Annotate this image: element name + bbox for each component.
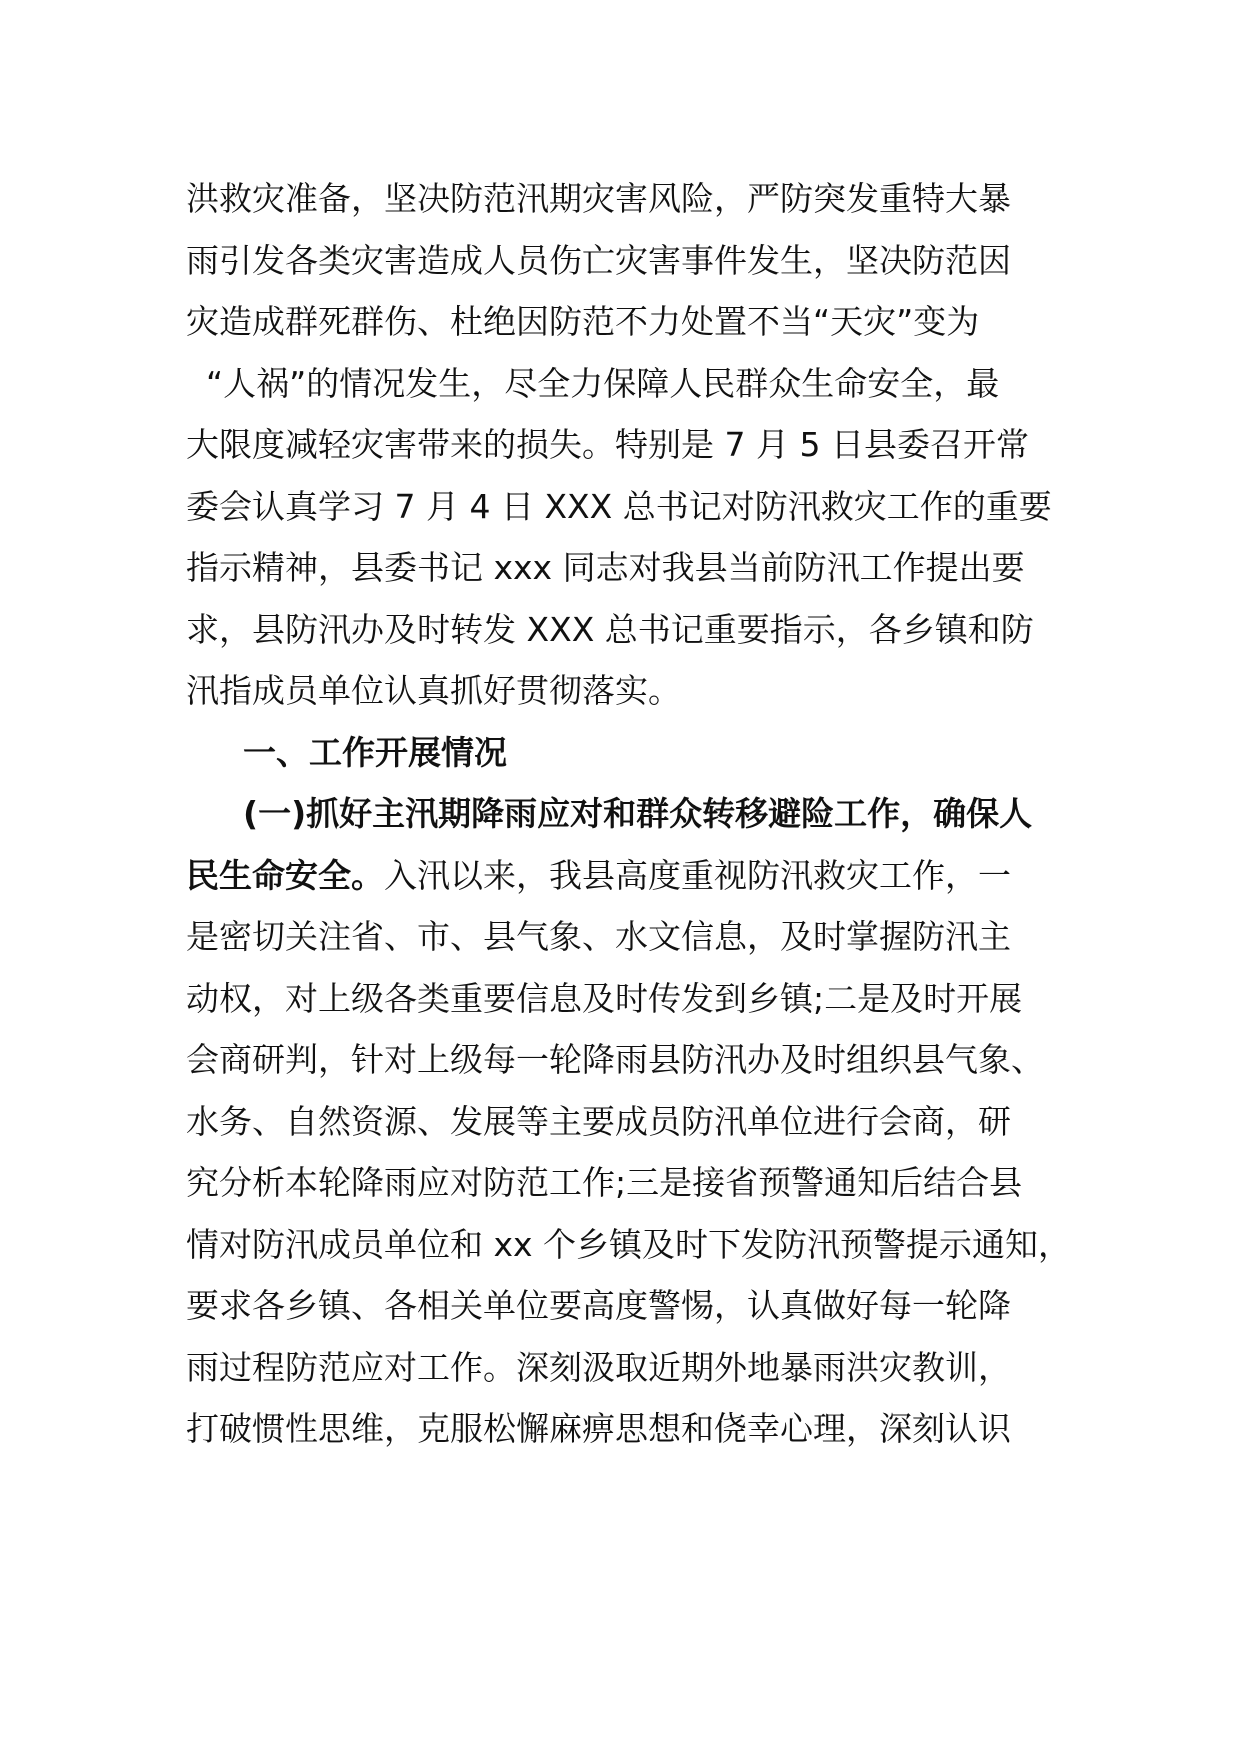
document-body	[186, 168, 1072, 1460]
subsection-heading: (一)抓好主汛期降雨应对和群众转移避险工作，确保人	[243, 794, 1033, 833]
paragraph-line: 洪救灾准备，坚决防范汛期灾害风险，严防突发重特大暴	[186, 179, 1011, 218]
paragraph-line: 雨过程防范应对工作。深刻汲取近期外地暴雨洪灾教训，	[186, 1347, 1011, 1387]
paragraph-line: 打破惯性思维，克服松懈麻痹思想和侥幸心理，深刻认识	[186, 1409, 1011, 1448]
paragraph-line: “人祸”的情况发生，尽全力保障人民群众生命安全，最	[206, 363, 1000, 403]
paragraph-text: 入汛以来，我县高度重视防汛救灾工作，一	[384, 855, 1011, 895]
paragraph-line: 动权，对上级各类重要信息及时传发到乡镇;二是及时开展	[186, 978, 1023, 1018]
paragraph-line: 水务、自然资源、发展等主要成员防汛单位进行会商，研	[186, 1101, 1011, 1141]
paragraph-line: 求，县防汛办及时转发 XXX 总书记重要指示，各乡镇和防	[186, 609, 1034, 649]
paragraph-line: 大限度减轻灾害带来的损失。特别是 7 月 5 日县委召开常	[186, 425, 1029, 464]
paragraph-line: 汛指成员单位认真抓好贯彻落实。	[186, 671, 681, 710]
paragraph-line: 是密切关注省、市、县气象、水文信息，及时掌握防汛主	[186, 917, 1011, 956]
section-heading: 一、工作开展情况	[243, 732, 507, 772]
paragraph-line: 指示精神，县委书记 xxx 同志对我县当前防汛工作提出要	[186, 548, 1025, 587]
paragraph-line: 委会认真学习 7 月 4 日 XXX 总书记对防汛救灾工作的重要	[186, 486, 1052, 526]
paragraph-line: 雨引发各类灾害造成人员伤亡灾害事件发生，坚决防范因	[186, 240, 1011, 280]
paragraph-line: 究分析本轮降雨应对防范工作;三是接省预警通知后结合县	[186, 1163, 1023, 1202]
subsection-heading-end: 民生命安全。	[186, 855, 384, 895]
paragraph-line: 情对防汛成员单位和 xx 个乡镇及时下发防汛预警提示通知，	[186, 1224, 1072, 1264]
paragraph-line	[186, 845, 1066, 907]
paragraph-line: 要求各乡镇、各相关单位要高度警惕，认真做好每一轮降	[186, 1286, 1011, 1325]
paragraph-line: 灾造成群死群伤、杜绝因防范不力处置不当“天灾”变为	[186, 302, 980, 341]
paragraph-line: 会商研判，针对上级每一轮降雨县防汛办及时组织县气象、	[186, 1040, 1044, 1079]
